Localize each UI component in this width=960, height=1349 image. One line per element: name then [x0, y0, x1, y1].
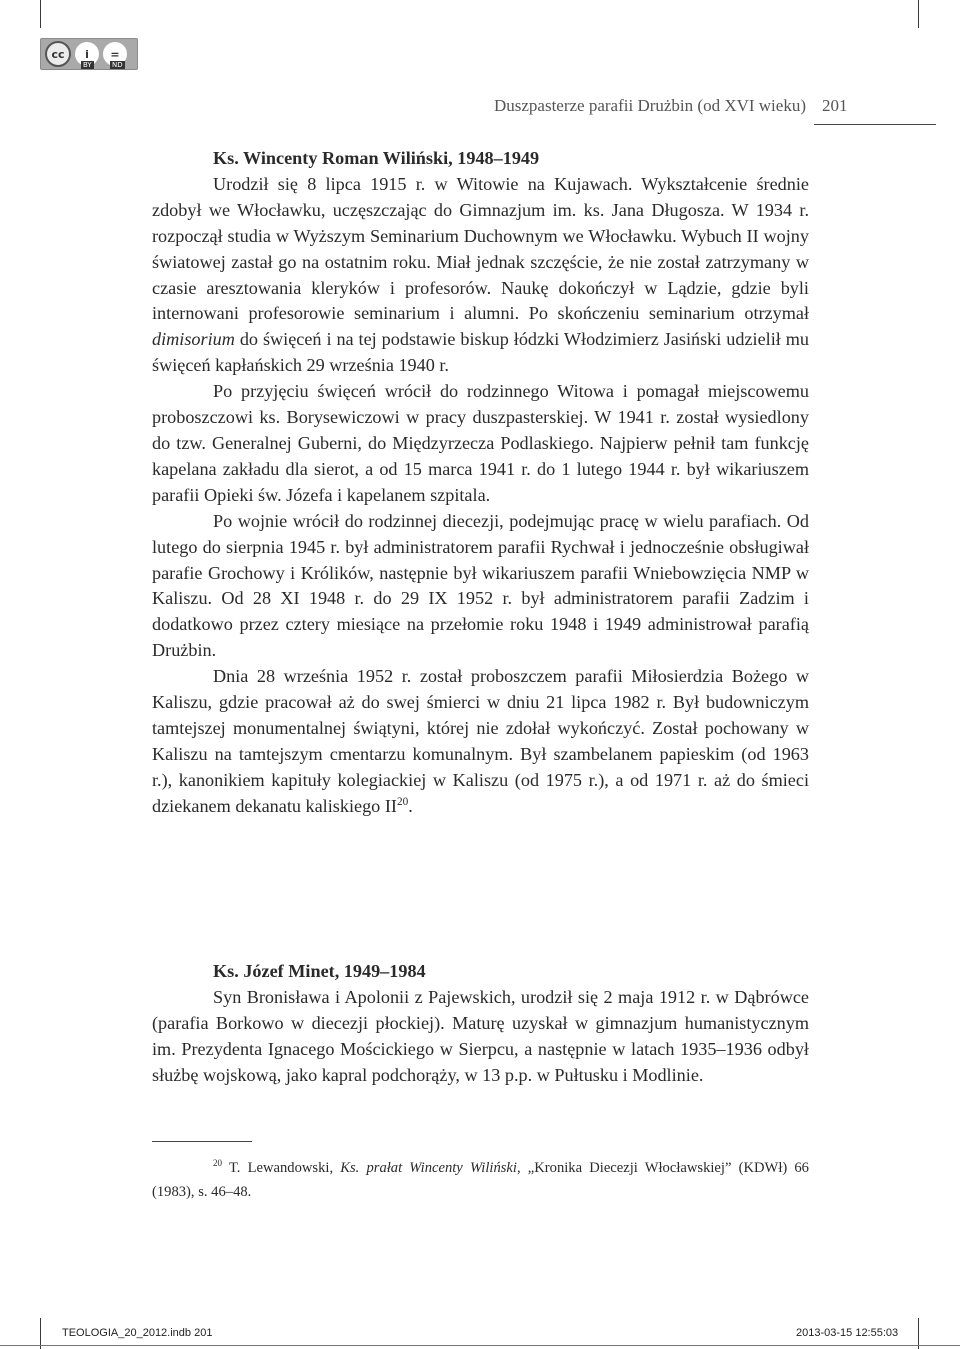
footnote-title: Ks. prałat Wincenty Wiliński [340, 1160, 517, 1176]
print-slug-timestamp: 2013-03-15 12:55:03 [796, 1327, 899, 1339]
header-rule [814, 124, 936, 125]
footnote-rule [152, 1141, 252, 1142]
paragraph: Po przyjęciu święceń wrócił do rodzinnego Witowa i pomagał miejscowemu proboszczowi ks. Borysewiczowi w pracy duszpasterskiej. W 1941 r. został wysiedlony do tzw. Generalnej Guberni, do Międzyrzecza Podlaskiego. Najpierw pełnił tam funkcję kapelana zakładu dla sierot, a od 15 marca 1941 r. do 1 lutego 1944 r. był wikariuszem parafii Opieki św. Józefa i kapelanem szpitala. [152, 381, 809, 505]
section-minet [152, 959, 809, 1089]
by-label: BY [83, 61, 92, 69]
cc-logo-icon: cc [45, 41, 71, 67]
no-derivatives-icon: = [103, 42, 127, 66]
latin-term: dimisorium [152, 329, 235, 350]
footnote: $^{20}$ T. Lewandowski, Ks. prałat Wincenty Wiliński, „Kronika Diecezji Włocławskiej” (KDWł) 66 (1983), s. 46–48. [152, 1158, 809, 1200]
paragraph: Urodził się 8 lipca 1915 r. w Witowie na Kujawach. Wykształcenie średnie zdobył we Włocławku, uczęszczając do Gimnazjum im. ks. Jana Długosza. W 1934 r. rozpoczął studia w Wyższym Seminarium Duchownym we Włocławku. Wybuch II wojny światowej zastał go na ostatnim roku. Miał jednak szczęście, że nie został zatrzymany w czasie aresztowania kleryków i profesorów. Naukę dokończył w Lądzie, gdzie byli internowani profesorowie seminarium i alumni. Po skończeniu seminarium otrzymał dimisorium do święceń i na tej podstawie biskup łódzki Włodzimierz Jasiński udzielił mu święceń kapłańskich 29 września 1940 r. [152, 173, 809, 376]
footnote-reference[interactable]: 20 [396, 795, 409, 808]
section-heading: Ks. Józef Minet, 1949–1984 [213, 961, 426, 981]
crop-mark-top-right [918, 0, 919, 28]
running-head-title: Duszpasterze parafii Drużbin (od XVI wieku) [493, 96, 806, 115]
attribution-icon: i [75, 42, 99, 66]
section-heading: Ks. Wincenty Roman Wiliński, 1948–1949 [213, 148, 540, 168]
section-wilinski [152, 146, 809, 820]
crop-mark-bottom-h [0, 1345, 960, 1346]
print-slug-file: TEOLOGIA_20_2012.indb 201 [62, 1327, 213, 1339]
paragraph: Syn Bronisława i Apolonii z Pajewskich, urodził się 2 maja 1912 r. w Dąbrówce (parafia Borkowo w diecezji płockiej). Maturę uzyskał w gimnazjum humanistycznym im. Prezydenta Ignacego Mościckiego w Sierpcu, a następnie w latach 1935–1936 odbył służbę wojskową, jako kapral podchorąży, w 13 p.p. w Pułtusku i Modlinie. [152, 986, 809, 1085]
paragraph: Po wojnie wrócił do rodzinnej diecezji, podejmując pracę w wielu parafiach. Od lutego do sierpnia 1945 r. był administratorem parafii Rychwał i jednocześnie obsługiwał parafie Grochowy i Królików, następnie był wikariuszem parafii Wniebowzięcia NMP w Kaliszu. Od 28 XI 1948 r. do 29 IX 1952 r. był administratorem parafii Zadzim i dodatkowo przez cztery miesiące na przełomie roku 1948 i 1949 administrował parafią Drużbin. [152, 510, 809, 661]
page-number: 201 [822, 96, 848, 115]
paragraph: Dnia 28 września 1952 r. został proboszczem parafii Miłosierdzia Bożego w Kaliszu, gdzie pracował aż do swej śmierci w dniu 21 lipca 1982 r. Był budowniczym tamtejszej monumentalnej świątyni, której nie zdołał wykończyć. Został pochowany w Kaliszu na tamtejszym cmentarzu komunalnym. Był szambelanem papieskim (od 1963 r.), kanonikiem kapituły kolegiackiej w Kaliszu (od 1975 r.), a od 1971 r. aż do śmieci dziekanem dekanatu kaliskiego II$^{20}$. [152, 666, 809, 816]
footnote-number: 20 [213, 1158, 223, 1169]
crop-mark-top-left [40, 0, 41, 28]
nd-label: ND [112, 61, 123, 69]
cc-license-badge[interactable] [40, 38, 138, 70]
